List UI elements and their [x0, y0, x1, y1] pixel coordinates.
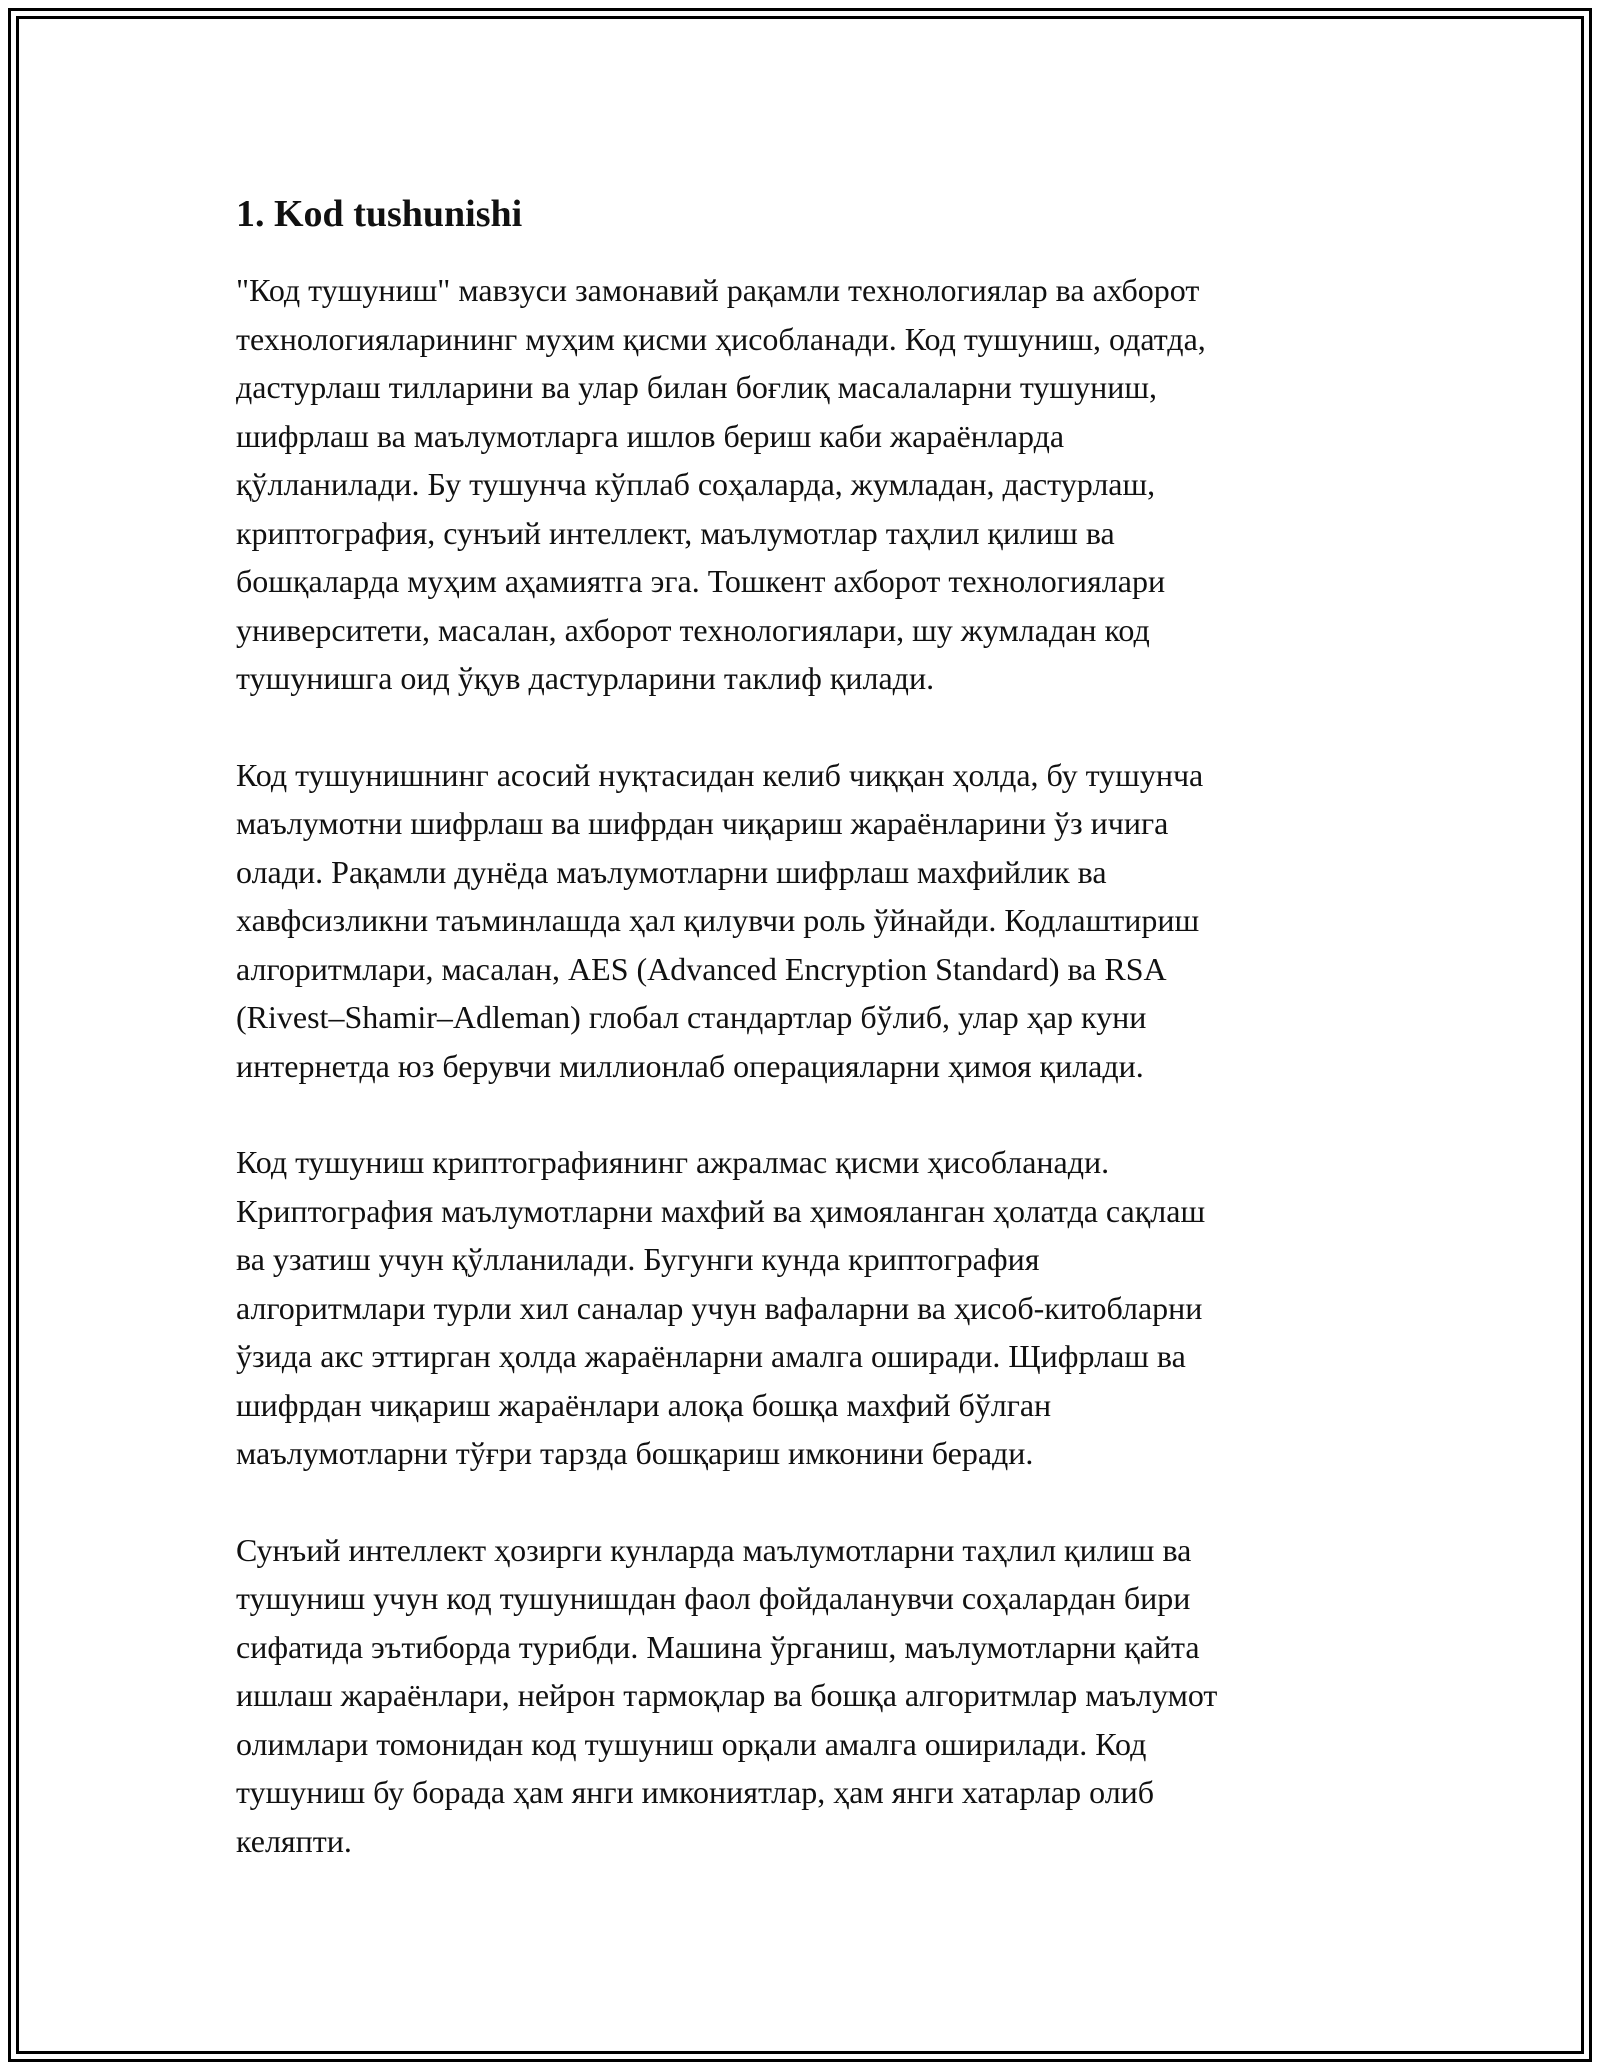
paragraph-line: ўзида акс эттирган ҳолда жараёнларни амалга оширади. Щифрлаш ва: [236, 1338, 1186, 1374]
paragraph-line: хавфсизликни таъминлашда ҳал қилувчи роль ўйнайди. Кодлаштириш: [236, 902, 1200, 938]
paragraph-line: бошқаларда муҳим аҳамиятга эга. Тошкент ахборот технологиялари: [236, 563, 1166, 599]
paragraph-line: ва узатиш учун қўлланилади. Бугунги кунда криптография: [236, 1241, 1040, 1277]
paragraph-line: алгоритмлари, масалан, AES (Advanced Encryption Standard) ва RSA: [236, 950, 1167, 987]
paragraph-2: [236, 751, 1386, 1091]
section-title: 1. Kod tushunishi: [236, 193, 523, 235]
paragraph-1: [236, 266, 1386, 703]
paragraph-line: "Код тушуниш" мавзуси замонавий рақамли технологиялар ва ахборот: [236, 272, 1200, 308]
paragraph-line: дастурлаш тилларини ва улар билан боғлиқ масалаларни тушуниш,: [236, 369, 1157, 405]
paragraph-line: ишлаш жараёнлари, нейрон тармоқлар ва бошқа алгоритмлар маълумот: [236, 1677, 1218, 1713]
paragraph-line: олимлари томонидан код тушуниш орқали амалга оширилади. Код: [236, 1725, 1147, 1762]
paragraph-line: маълумотни шифрлаш ва шифрдан чиқариш жараёнларини ўз ичига: [236, 805, 1169, 841]
paragraph-line: олади. Рақамли дунёда маълумотларни шифрлаш махфийлик ва: [236, 853, 1107, 890]
paragraph-line: криптография, сунъий интеллект, маълумотлар таҳлил қилиш ва: [236, 514, 1115, 551]
paragraph-line: технологияларининг муҳим қисми ҳисобланади. Код тушуниш, одатда,: [236, 320, 1206, 357]
paragraph-line: шифрлаш ва маълумотларга ишлов бериш каби жараёнларда: [236, 417, 1065, 454]
paragraph-line: Сунъий интеллект ҳозирги кунларда маълумотларни таҳлил қилиш ва: [236, 1531, 1192, 1568]
paragraph-line: тушуниш учун код тушунишдан фаол фойдаланувчи соҳалардан бири: [236, 1580, 1191, 1616]
paragraph-line: маълумотларни тўғри тарзда бошқариш имконини беради.: [236, 1435, 1034, 1471]
paragraph-line: (Rivest–Shamir–Adleman) глобал стандартлар бўлиб, улар ҳар куни: [236, 999, 1147, 1035]
paragraph-3: [236, 1138, 1386, 1478]
paragraph-line: Код тушуниш криптографиянинг ажралмас қисми ҳисобланади.: [236, 1144, 1110, 1180]
document-body: [236, 186, 1386, 1913]
paragraph-line: келяпти.: [236, 1822, 352, 1859]
paragraph-line: Криптография маълумотларни махфий ва ҳимояланган ҳолатда сақлаш: [236, 1192, 1206, 1229]
paragraph-line: қўлланилади. Бу тушунча кўплаб соҳаларда, жумладан, дастурлаш,: [236, 466, 1156, 502]
paragraph-line: тушуниш бу борада ҳам янги имкониятлар, ҳам янги хатарлар олиб: [236, 1774, 1155, 1810]
paragraph-line: университети, масалан, ахборот технологиялари, шу жумладан код: [236, 611, 1150, 648]
paragraph-line: шифрдан чиқариш жараёнлари алоқа бошқа махфий бўлган: [236, 1386, 1052, 1423]
paragraph-line: интернетда юз берувчи миллионлаб операцияларни ҳимоя қилади.: [236, 1047, 1144, 1084]
paragraph-line: Код тушунишнинг асосий нуқтасидан келиб чиққан ҳолда, бу тушунча: [236, 756, 1204, 793]
paragraph-4: [236, 1526, 1386, 1866]
paragraph-line: сифатида эътиборда турибди. Машина ўрганиш, маълумотларни қайта: [236, 1628, 1200, 1665]
paragraph-line: тушунишга оид ўқув дастурларини таклиф қилади.: [236, 660, 935, 696]
paragraph-line: алгоритмлари турли хил саналар учун вафаларни ва ҳисоб-китобларни: [236, 1289, 1203, 1326]
